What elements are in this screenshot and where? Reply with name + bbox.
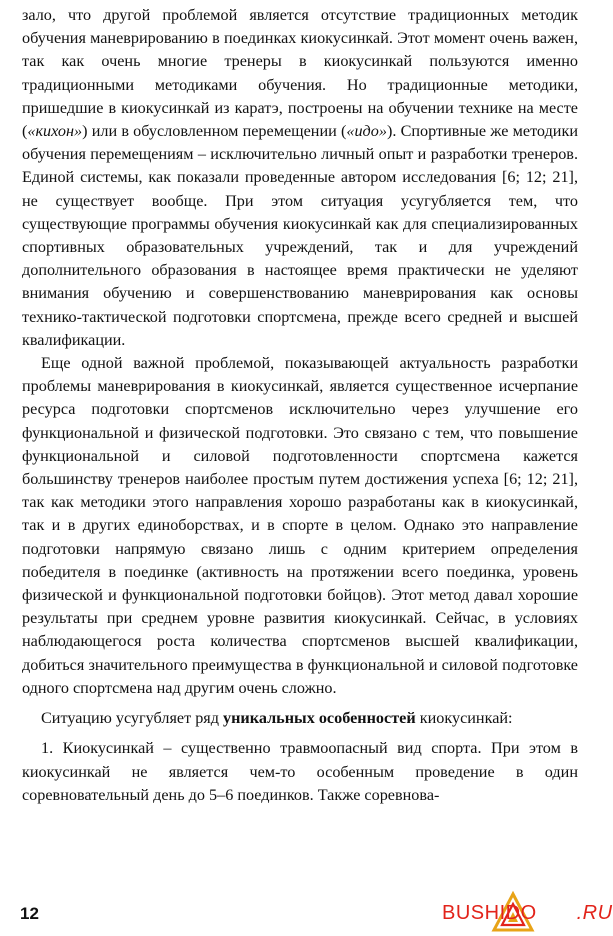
italic-term: «кихон» <box>27 122 83 141</box>
paragraph-text: киокусинкай: <box>415 709 513 728</box>
bold-term: уникальных особенностей <box>223 709 416 728</box>
paragraph <box>22 4 578 352</box>
paragraph-text: Ситуацию усугубляет ряд <box>41 709 224 728</box>
page-number: 12 <box>20 904 39 923</box>
paragraph-text: Еще одной важной проблемой, показывающей актуальность разработки проблемы маневрирования в киокусинкай, является существенное исчерпание ресурса подготовки спортсменов исключительно через улучшение его функциональной и физической подготовки. Это связано с тем, что повышение функциональной и силовой подготовленности спортсмена кажется большинству тренеров наиболее простым путем достижения успеха [6; 12; 21], так как методики этого направления хорошо разработаны как в киокусинкай, так и в других единоборствах, и в спорте в целом. Однако это направление подготовки напрямую связано лишь с одним критерием определения победителя в поединке (активность на протяжении всего поединка, уровень физической и функциональной подготовки бойцов). Этот метод давал хорошие результаты при среднем уровне развития киокусинкай. Сейчас, в условиях наблюдающегося роста количества спортсменов высшей квалификации, добиться значительного преимущества в функциональной и силовой подготовке одного спортсмена над другим очень сложно. <box>22 354 578 697</box>
paragraph <box>22 352 578 700</box>
bushido-watermark <box>436 892 613 932</box>
paragraph-text: ) или в обусловленном перемещении ( <box>82 122 347 141</box>
watermark-text <box>442 902 613 925</box>
italic-term: «идо» <box>346 122 387 141</box>
paragraph-text: ). Спортивные же методики обучения перемещениям – исключительно личный опыт и разработки тренеров. Единой системы, как показали проведенные автором исследования [6; 12; 21], не существует вообще. При этом ситуация усугубляется тем, что существующие программы обучения киокусинкай как для специализированных спортивных образовательных учреждений, так и для учреждений дополнительного образования в настоящее время практически не уделяют внимания обучению и совершенствованию маневрирования как основы технико-тактической подготовки спортсмена, прежде всего средней и высшей квалификации. <box>22 122 578 349</box>
watermark-brand: BUSHIDO <box>442 902 537 924</box>
document-body <box>22 4 578 807</box>
paragraph <box>22 737 578 807</box>
paragraph-text: зало, что другой проблемой является отсутствие традиционных методик обучения маневрированию в поединках киокусинкай. Этот момент очень важен, так как очень многие тренеры в киокусинкай пользуются именно традиционными методиками обучения. Но традиционные методики, пришедшие в киокусинкай из каратэ, построены на обучении технике на месте ( <box>22 6 578 141</box>
paragraph-text: 1. Киокусинкай – существенно травмоопасный вид спорта. При этом в киокусинкай не является чем-то особенным проведение в один соревновательный день до 5–6 поединков. Также соревнова- <box>22 739 578 804</box>
paragraph <box>22 707 578 730</box>
watermark-domain: .RU <box>576 902 613 924</box>
